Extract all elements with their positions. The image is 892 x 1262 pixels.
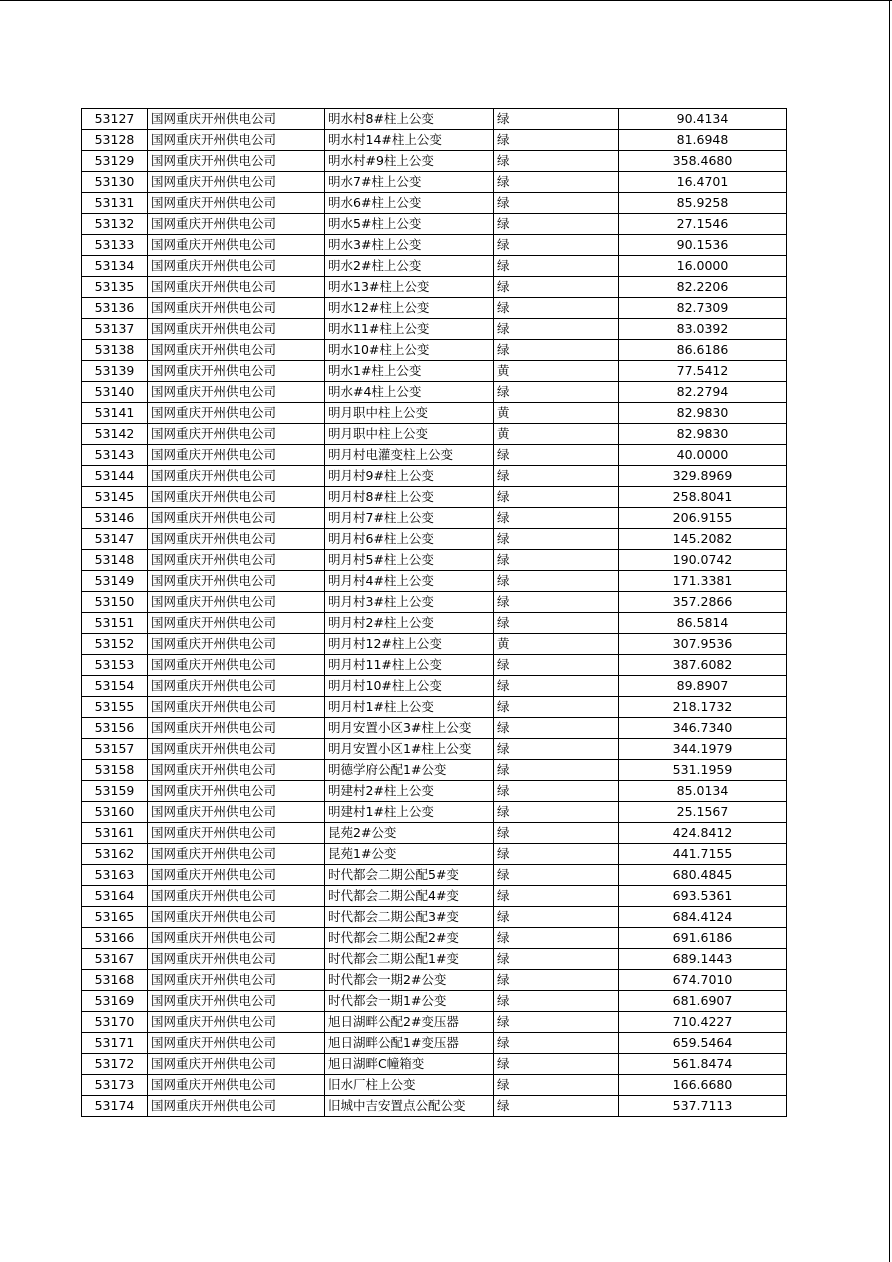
- value-cell: 82.7309: [619, 298, 787, 319]
- transformer-name-cell: 明月职中柱上公变: [325, 403, 494, 424]
- company-cell: 国网重庆开州供电公司: [148, 1054, 325, 1075]
- company-cell: 国网重庆开州供电公司: [148, 340, 325, 361]
- transformer-name-cell: 明建村2#柱上公变: [325, 781, 494, 802]
- transformer-name-cell: 时代都会二期公配4#变: [325, 886, 494, 907]
- row-id-cell: 53135: [82, 277, 148, 298]
- transformer-name-cell: 明水6#柱上公变: [325, 193, 494, 214]
- row-id-cell: 53164: [82, 886, 148, 907]
- transformer-name-cell: 时代都会二期公配1#变: [325, 949, 494, 970]
- transformer-table: [81, 108, 787, 1117]
- table-row: [82, 214, 787, 235]
- company-cell: 国网重庆开州供电公司: [148, 109, 325, 130]
- row-id-cell: 53170: [82, 1012, 148, 1033]
- value-cell: 85.9258: [619, 193, 787, 214]
- transformer-name-cell: 明月村1#柱上公变: [325, 697, 494, 718]
- table-row: [82, 865, 787, 886]
- status-cell: 绿: [494, 151, 619, 172]
- transformer-name-cell: 明月安置小区3#柱上公变: [325, 718, 494, 739]
- value-cell: 82.2794: [619, 382, 787, 403]
- table-row: [82, 382, 787, 403]
- status-cell: 绿: [494, 907, 619, 928]
- table-row: [82, 592, 787, 613]
- table-row: [82, 403, 787, 424]
- transformer-name-cell: 明月村5#柱上公变: [325, 550, 494, 571]
- company-cell: 国网重庆开州供电公司: [148, 319, 325, 340]
- company-cell: 国网重庆开州供电公司: [148, 802, 325, 823]
- value-cell: 90.4134: [619, 109, 787, 130]
- value-cell: 329.8969: [619, 466, 787, 487]
- row-id-cell: 53136: [82, 298, 148, 319]
- company-cell: 国网重庆开州供电公司: [148, 403, 325, 424]
- table-row: [82, 1054, 787, 1075]
- status-cell: 绿: [494, 676, 619, 697]
- table-row: [82, 571, 787, 592]
- row-id-cell: 53174: [82, 1096, 148, 1117]
- value-cell: 358.4680: [619, 151, 787, 172]
- status-cell: 绿: [494, 739, 619, 760]
- company-cell: 国网重庆开州供电公司: [148, 970, 325, 991]
- transformer-name-cell: 明月村11#柱上公变: [325, 655, 494, 676]
- company-cell: 国网重庆开州供电公司: [148, 1096, 325, 1117]
- table-row: [82, 529, 787, 550]
- company-cell: 国网重庆开州供电公司: [148, 508, 325, 529]
- value-cell: 81.6948: [619, 130, 787, 151]
- company-cell: 国网重庆开州供电公司: [148, 991, 325, 1012]
- value-cell: 531.1959: [619, 760, 787, 781]
- transformer-name-cell: 明月村4#柱上公变: [325, 571, 494, 592]
- table-row: [82, 907, 787, 928]
- row-id-cell: 53155: [82, 697, 148, 718]
- table-row: [82, 991, 787, 1012]
- company-cell: 国网重庆开州供电公司: [148, 697, 325, 718]
- status-cell: 绿: [494, 991, 619, 1012]
- transformer-name-cell: 明德学府公配1#公变: [325, 760, 494, 781]
- status-cell: 绿: [494, 319, 619, 340]
- table-row: [82, 844, 787, 865]
- value-cell: 16.4701: [619, 172, 787, 193]
- company-cell: 国网重庆开州供电公司: [148, 466, 325, 487]
- transformer-name-cell: 明建村1#柱上公变: [325, 802, 494, 823]
- row-id-cell: 53162: [82, 844, 148, 865]
- company-cell: 国网重庆开州供电公司: [148, 256, 325, 277]
- value-cell: 89.8907: [619, 676, 787, 697]
- status-cell: 黄: [494, 361, 619, 382]
- table-row: [82, 361, 787, 382]
- row-id-cell: 53163: [82, 865, 148, 886]
- transformer-name-cell: 明水2#柱上公变: [325, 256, 494, 277]
- row-id-cell: 53142: [82, 424, 148, 445]
- value-cell: 190.0742: [619, 550, 787, 571]
- status-cell: 绿: [494, 487, 619, 508]
- row-id-cell: 53144: [82, 466, 148, 487]
- value-cell: 681.6907: [619, 991, 787, 1012]
- transformer-name-cell: 明水5#柱上公变: [325, 214, 494, 235]
- transformer-name-cell: 旭日湖畔C幢箱变: [325, 1054, 494, 1075]
- company-cell: 国网重庆开州供电公司: [148, 676, 325, 697]
- row-id-cell: 53130: [82, 172, 148, 193]
- row-id-cell: 53134: [82, 256, 148, 277]
- table-row: [82, 718, 787, 739]
- value-cell: 561.8474: [619, 1054, 787, 1075]
- table-row: [82, 508, 787, 529]
- transformer-name-cell: 明月村10#柱上公变: [325, 676, 494, 697]
- value-cell: 710.4227: [619, 1012, 787, 1033]
- status-cell: 绿: [494, 655, 619, 676]
- transformer-name-cell: 旭日湖畔公配2#变压器: [325, 1012, 494, 1033]
- row-id-cell: 53128: [82, 130, 148, 151]
- table-row: [82, 823, 787, 844]
- transformer-name-cell: 明月村2#柱上公变: [325, 613, 494, 634]
- table-row: [82, 277, 787, 298]
- row-id-cell: 53157: [82, 739, 148, 760]
- transformer-name-cell: 时代都会二期公配2#变: [325, 928, 494, 949]
- transformer-name-cell: 昆苑1#公变: [325, 844, 494, 865]
- company-cell: 国网重庆开州供电公司: [148, 445, 325, 466]
- value-cell: 674.7010: [619, 970, 787, 991]
- status-cell: 绿: [494, 1033, 619, 1054]
- value-cell: 537.7113: [619, 1096, 787, 1117]
- status-cell: 绿: [494, 277, 619, 298]
- row-id-cell: 53147: [82, 529, 148, 550]
- row-id-cell: 53153: [82, 655, 148, 676]
- row-id-cell: 53148: [82, 550, 148, 571]
- row-id-cell: 53133: [82, 235, 148, 256]
- table-row: [82, 1075, 787, 1096]
- status-cell: 绿: [494, 844, 619, 865]
- row-id-cell: 53172: [82, 1054, 148, 1075]
- row-id-cell: 53145: [82, 487, 148, 508]
- row-id-cell: 53140: [82, 382, 148, 403]
- status-cell: 绿: [494, 340, 619, 361]
- value-cell: 307.9536: [619, 634, 787, 655]
- table-row: [82, 424, 787, 445]
- row-id-cell: 53127: [82, 109, 148, 130]
- status-cell: 绿: [494, 802, 619, 823]
- value-cell: 16.0000: [619, 256, 787, 277]
- page-right-border: [889, 0, 890, 1262]
- value-cell: 171.3381: [619, 571, 787, 592]
- value-cell: 40.0000: [619, 445, 787, 466]
- table-row: [82, 634, 787, 655]
- table-row: [82, 760, 787, 781]
- value-cell: 86.5814: [619, 613, 787, 634]
- row-id-cell: 53139: [82, 361, 148, 382]
- status-cell: 绿: [494, 109, 619, 130]
- transformer-name-cell: 明水3#柱上公变: [325, 235, 494, 256]
- value-cell: 346.7340: [619, 718, 787, 739]
- status-cell: 绿: [494, 1096, 619, 1117]
- transformer-name-cell: 明月村12#柱上公变: [325, 634, 494, 655]
- table-row: [82, 445, 787, 466]
- status-cell: 绿: [494, 781, 619, 802]
- value-cell: 85.0134: [619, 781, 787, 802]
- company-cell: 国网重庆开州供电公司: [148, 382, 325, 403]
- status-cell: 绿: [494, 697, 619, 718]
- company-cell: 国网重庆开州供电公司: [148, 571, 325, 592]
- table-row: [82, 466, 787, 487]
- status-cell: 绿: [494, 760, 619, 781]
- transformer-name-cell: 明水10#柱上公变: [325, 340, 494, 361]
- table-row: [82, 970, 787, 991]
- table-row: [82, 319, 787, 340]
- value-cell: 693.5361: [619, 886, 787, 907]
- status-cell: 绿: [494, 613, 619, 634]
- transformer-name-cell: 明水7#柱上公变: [325, 172, 494, 193]
- row-id-cell: 53159: [82, 781, 148, 802]
- status-cell: 绿: [494, 214, 619, 235]
- status-cell: 黄: [494, 403, 619, 424]
- transformer-name-cell: 明月村电灌变柱上公变: [325, 445, 494, 466]
- row-id-cell: 53131: [82, 193, 148, 214]
- value-cell: 441.7155: [619, 844, 787, 865]
- value-cell: 387.6082: [619, 655, 787, 676]
- value-cell: 25.1567: [619, 802, 787, 823]
- status-cell: 绿: [494, 970, 619, 991]
- row-id-cell: 53165: [82, 907, 148, 928]
- table-row: [82, 655, 787, 676]
- company-cell: 国网重庆开州供电公司: [148, 550, 325, 571]
- company-cell: 国网重庆开州供电公司: [148, 1033, 325, 1054]
- company-cell: 国网重庆开州供电公司: [148, 760, 325, 781]
- row-id-cell: 53152: [82, 634, 148, 655]
- row-id-cell: 53158: [82, 760, 148, 781]
- value-cell: 680.4845: [619, 865, 787, 886]
- company-cell: 国网重庆开州供电公司: [148, 907, 325, 928]
- table-row: [82, 802, 787, 823]
- status-cell: 绿: [494, 130, 619, 151]
- value-cell: 218.1732: [619, 697, 787, 718]
- company-cell: 国网重庆开州供电公司: [148, 151, 325, 172]
- transformer-name-cell: 旭日湖畔公配1#变压器: [325, 1033, 494, 1054]
- transformer-name-cell: 明水13#柱上公变: [325, 277, 494, 298]
- row-id-cell: 53168: [82, 970, 148, 991]
- status-cell: 绿: [494, 865, 619, 886]
- table-row: [82, 487, 787, 508]
- value-cell: 145.2082: [619, 529, 787, 550]
- row-id-cell: 53141: [82, 403, 148, 424]
- table-row: [82, 1096, 787, 1117]
- status-cell: 绿: [494, 529, 619, 550]
- status-cell: 绿: [494, 466, 619, 487]
- value-cell: 357.2866: [619, 592, 787, 613]
- table-row: [82, 235, 787, 256]
- company-cell: 国网重庆开州供电公司: [148, 214, 325, 235]
- transformer-name-cell: 明月村8#柱上公变: [325, 487, 494, 508]
- transformer-name-cell: 明水11#柱上公变: [325, 319, 494, 340]
- table-row: [82, 886, 787, 907]
- transformer-name-cell: 时代都会一期1#公变: [325, 991, 494, 1012]
- status-cell: 绿: [494, 592, 619, 613]
- table-row: [82, 1012, 787, 1033]
- status-cell: 黄: [494, 634, 619, 655]
- company-cell: 国网重庆开州供电公司: [148, 718, 325, 739]
- company-cell: 国网重庆开州供电公司: [148, 529, 325, 550]
- value-cell: 659.5464: [619, 1033, 787, 1054]
- value-cell: 86.6186: [619, 340, 787, 361]
- table-row: [82, 676, 787, 697]
- transformer-name-cell: 明月村9#柱上公变: [325, 466, 494, 487]
- table-row: [82, 1033, 787, 1054]
- row-id-cell: 53154: [82, 676, 148, 697]
- table-row: [82, 613, 787, 634]
- value-cell: 684.4124: [619, 907, 787, 928]
- table-row: [82, 172, 787, 193]
- table-row: [82, 697, 787, 718]
- transformer-name-cell: 时代都会二期公配5#变: [325, 865, 494, 886]
- value-cell: 424.8412: [619, 823, 787, 844]
- transformer-name-cell: 明月安置小区1#柱上公变: [325, 739, 494, 760]
- status-cell: 绿: [494, 235, 619, 256]
- company-cell: 国网重庆开州供电公司: [148, 277, 325, 298]
- value-cell: 82.9830: [619, 424, 787, 445]
- table-row: [82, 949, 787, 970]
- company-cell: 国网重庆开州供电公司: [148, 1075, 325, 1096]
- status-cell: 绿: [494, 508, 619, 529]
- company-cell: 国网重庆开州供电公司: [148, 655, 325, 676]
- company-cell: 国网重庆开州供电公司: [148, 172, 325, 193]
- status-cell: 绿: [494, 298, 619, 319]
- status-cell: 绿: [494, 382, 619, 403]
- company-cell: 国网重庆开州供电公司: [148, 739, 325, 760]
- row-id-cell: 53146: [82, 508, 148, 529]
- status-cell: 绿: [494, 445, 619, 466]
- company-cell: 国网重庆开州供电公司: [148, 823, 325, 844]
- table-row: [82, 739, 787, 760]
- value-cell: 344.1979: [619, 739, 787, 760]
- company-cell: 国网重庆开州供电公司: [148, 613, 325, 634]
- transformer-name-cell: 明水1#柱上公变: [325, 361, 494, 382]
- value-cell: 82.2206: [619, 277, 787, 298]
- transformer-name-cell: 昆苑2#公变: [325, 823, 494, 844]
- company-cell: 国网重庆开州供电公司: [148, 886, 325, 907]
- value-cell: 166.6680: [619, 1075, 787, 1096]
- table-row: [82, 340, 787, 361]
- company-cell: 国网重庆开州供电公司: [148, 781, 325, 802]
- company-cell: 国网重庆开州供电公司: [148, 949, 325, 970]
- transformer-name-cell: 时代都会二期公配3#变: [325, 907, 494, 928]
- row-id-cell: 53138: [82, 340, 148, 361]
- status-cell: 绿: [494, 1075, 619, 1096]
- status-cell: 绿: [494, 550, 619, 571]
- table-row: [82, 193, 787, 214]
- row-id-cell: 53156: [82, 718, 148, 739]
- company-cell: 国网重庆开州供电公司: [148, 928, 325, 949]
- value-cell: 689.1443: [619, 949, 787, 970]
- row-id-cell: 53166: [82, 928, 148, 949]
- table-row: [82, 256, 787, 277]
- table-row: [82, 781, 787, 802]
- table-row: [82, 151, 787, 172]
- status-cell: 黄: [494, 424, 619, 445]
- company-cell: 国网重庆开州供电公司: [148, 487, 325, 508]
- status-cell: 绿: [494, 1012, 619, 1033]
- row-id-cell: 53160: [82, 802, 148, 823]
- transformer-name-cell: 明水村14#柱上公变: [325, 130, 494, 151]
- row-id-cell: 53143: [82, 445, 148, 466]
- transformer-name-cell: 明月村6#柱上公变: [325, 529, 494, 550]
- status-cell: 绿: [494, 928, 619, 949]
- status-cell: 绿: [494, 571, 619, 592]
- company-cell: 国网重庆开州供电公司: [148, 298, 325, 319]
- row-id-cell: 53171: [82, 1033, 148, 1054]
- company-cell: 国网重庆开州供电公司: [148, 424, 325, 445]
- transformer-name-cell: 明水12#柱上公变: [325, 298, 494, 319]
- row-id-cell: 53161: [82, 823, 148, 844]
- row-id-cell: 53169: [82, 991, 148, 1012]
- transformer-name-cell: 明月村7#柱上公变: [325, 508, 494, 529]
- company-cell: 国网重庆开州供电公司: [148, 193, 325, 214]
- row-id-cell: 53150: [82, 592, 148, 613]
- table-row: [82, 109, 787, 130]
- transformer-name-cell: 明水村8#柱上公变: [325, 109, 494, 130]
- value-cell: 206.9155: [619, 508, 787, 529]
- row-id-cell: 53151: [82, 613, 148, 634]
- value-cell: 691.6186: [619, 928, 787, 949]
- transformer-name-cell: 旧城中吉安置点公配公变: [325, 1096, 494, 1117]
- company-cell: 国网重庆开州供电公司: [148, 235, 325, 256]
- company-cell: 国网重庆开州供电公司: [148, 634, 325, 655]
- company-cell: 国网重庆开州供电公司: [148, 1012, 325, 1033]
- status-cell: 绿: [494, 256, 619, 277]
- value-cell: 77.5412: [619, 361, 787, 382]
- table-row: [82, 928, 787, 949]
- row-id-cell: 53167: [82, 949, 148, 970]
- status-cell: 绿: [494, 193, 619, 214]
- status-cell: 绿: [494, 172, 619, 193]
- transformer-name-cell: 时代都会一期2#公变: [325, 970, 494, 991]
- status-cell: 绿: [494, 949, 619, 970]
- transformer-name-cell: 明月村3#柱上公变: [325, 592, 494, 613]
- row-id-cell: 53132: [82, 214, 148, 235]
- page-top-border: [0, 0, 892, 1]
- status-cell: 绿: [494, 823, 619, 844]
- transformer-name-cell: 旧水厂柱上公变: [325, 1075, 494, 1096]
- row-id-cell: 53149: [82, 571, 148, 592]
- status-cell: 绿: [494, 886, 619, 907]
- table-row: [82, 550, 787, 571]
- row-id-cell: 53137: [82, 319, 148, 340]
- table-row: [82, 298, 787, 319]
- status-cell: 绿: [494, 718, 619, 739]
- transformer-name-cell: 明水村#9柱上公变: [325, 151, 494, 172]
- transformer-name-cell: 明水#4柱上公变: [325, 382, 494, 403]
- company-cell: 国网重庆开州供电公司: [148, 844, 325, 865]
- company-cell: 国网重庆开州供电公司: [148, 865, 325, 886]
- value-cell: 90.1536: [619, 235, 787, 256]
- row-id-cell: 53173: [82, 1075, 148, 1096]
- value-cell: 27.1546: [619, 214, 787, 235]
- value-cell: 82.9830: [619, 403, 787, 424]
- transformer-name-cell: 明月职中柱上公变: [325, 424, 494, 445]
- company-cell: 国网重庆开州供电公司: [148, 130, 325, 151]
- value-cell: 258.8041: [619, 487, 787, 508]
- table-body: [82, 109, 787, 1117]
- table-row: [82, 130, 787, 151]
- value-cell: 83.0392: [619, 319, 787, 340]
- row-id-cell: 53129: [82, 151, 148, 172]
- company-cell: 国网重庆开州供电公司: [148, 361, 325, 382]
- status-cell: 绿: [494, 1054, 619, 1075]
- company-cell: 国网重庆开州供电公司: [148, 592, 325, 613]
